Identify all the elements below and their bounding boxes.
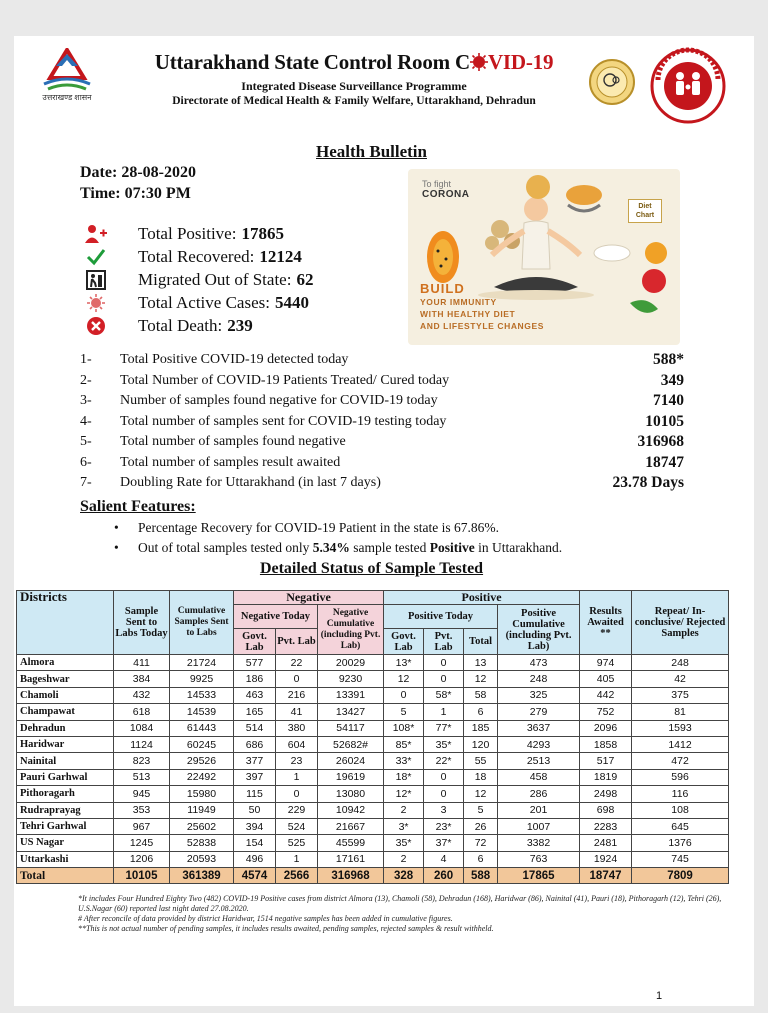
- table-cell: 377: [234, 753, 276, 769]
- table-cell: 0: [276, 786, 318, 802]
- table-cell: 52838: [170, 835, 234, 851]
- district-name-cell: Pithoragarh: [17, 786, 114, 802]
- district-name-cell: Dehradun: [17, 720, 114, 736]
- table-cell: 58: [464, 687, 498, 703]
- date-time: [80, 162, 196, 204]
- indicator-row: [80, 432, 684, 453]
- table-cell: 1593: [632, 720, 729, 736]
- stat-label: Total Recovered:: [138, 246, 255, 266]
- stat-label: Total Active Cases:: [138, 292, 270, 312]
- table-cell: 745: [632, 851, 729, 867]
- indicator-row: [80, 371, 684, 392]
- stat-value: 17865: [241, 223, 284, 243]
- table-cell: 577: [234, 655, 276, 671]
- bullet-part: in Uttarakhand.: [474, 540, 563, 555]
- footnotes: [78, 894, 728, 934]
- table-cell: 13*: [384, 655, 424, 671]
- indicator-text: Doubling Rate for Uttarakhand (in last 7 days): [120, 475, 381, 491]
- table-cell: 1: [276, 851, 318, 867]
- stat-value: 12124: [259, 246, 302, 266]
- indicator-text: Total Number of COVID-19 Patients Treated/ Cured today: [120, 372, 450, 388]
- table-cell: 1084: [114, 720, 170, 736]
- table-body: [17, 655, 729, 884]
- header-repeat-rejected: Repeat/ In-conclusive/ Rejected Samples: [632, 591, 729, 655]
- table-cell: 4: [424, 851, 464, 867]
- table-cell: 108: [632, 802, 729, 818]
- table-cell: 361389: [170, 868, 234, 884]
- table-cell: 2566: [276, 868, 318, 884]
- header-cumulative-sent: Cumulative Samples Sent to Labs: [170, 591, 234, 655]
- table-cell: 397: [234, 769, 276, 785]
- header-results-awaited: Results Awaited **: [580, 591, 632, 655]
- table-cell: 974: [580, 655, 632, 671]
- table-cell: 52682#: [318, 736, 384, 752]
- table-cell: 0: [384, 687, 424, 703]
- indicator-text: Total number of samples result awaited: [120, 454, 341, 470]
- table-cell: 0: [424, 769, 464, 785]
- stat-value: 239: [227, 315, 253, 335]
- table-cell: 35*: [384, 835, 424, 851]
- table-cell: 1007: [498, 818, 580, 834]
- table-cell: 115: [234, 786, 276, 802]
- table-cell: 229: [276, 802, 318, 818]
- table-cell: 248: [632, 655, 729, 671]
- stat-label: Total Positive:: [138, 223, 237, 243]
- table-cell: 405: [580, 671, 632, 687]
- table-cell: 116: [632, 786, 729, 802]
- table-cell: 58*: [424, 687, 464, 703]
- table-row: [17, 786, 729, 802]
- table-cell: 17161: [318, 851, 384, 867]
- table-cell: 61443: [170, 720, 234, 736]
- page-number: 1: [656, 990, 663, 1002]
- indicator-value: 18747: [645, 453, 684, 471]
- table-cell: 14533: [170, 687, 234, 703]
- gandhi-seal-icon: [588, 58, 636, 106]
- district-name-cell: Bageshwar: [17, 671, 114, 687]
- table-cell: 35*: [424, 736, 464, 752]
- district-name-cell: Champawat: [17, 704, 114, 720]
- table-cell: 2096: [580, 720, 632, 736]
- table-cell: 394: [234, 818, 276, 834]
- table-cell: 1819: [580, 769, 632, 785]
- table-cell: 3382: [498, 835, 580, 851]
- table-cell: 201: [498, 802, 580, 818]
- table-cell: 763: [498, 851, 580, 867]
- stat-value: 5440: [274, 292, 309, 312]
- indicator-text: Total Positive COVID-19 detected today: [120, 352, 349, 368]
- header-pos-total: Total: [464, 629, 498, 655]
- indicator-row: [80, 453, 684, 474]
- table-cell: 496: [234, 851, 276, 867]
- indicator-value: 7140: [653, 392, 684, 410]
- table-cell: 18747: [580, 868, 632, 884]
- footnote: *It includes Four Hundred Eighty Two (482) COVID-19 Positive cases from district Almora (13), Chamoli (58), Dehradun (168), Haridwar (86), Nainital (41), Pauri (18), Pithoragarh (12), Tehri (26), U.S.Nagar (60) reported last night dated 27.08.2020.: [78, 894, 722, 913]
- indicator-no: 4-: [80, 413, 92, 429]
- table-cell: 9230: [318, 671, 384, 687]
- header-districts: Districts: [17, 591, 114, 655]
- title-main: Uttarakhand State Control Room C: [154, 50, 470, 74]
- district-name-cell: Tehri Garhwal: [17, 818, 114, 834]
- table-cell: 645: [632, 818, 729, 834]
- table-cell: 9925: [170, 671, 234, 687]
- table-cell: 33*: [384, 753, 424, 769]
- table-cell: 13080: [318, 786, 384, 802]
- bullet-part: 5.34%: [312, 540, 350, 555]
- table-cell: 4574: [234, 868, 276, 884]
- table-cell: 514: [234, 720, 276, 736]
- table-cell: 463: [234, 687, 276, 703]
- table-title: Detailed Status of Sample Tested: [259, 560, 484, 577]
- table-cell: 2481: [580, 835, 632, 851]
- table-cell: 12: [464, 671, 498, 687]
- table-cell: 2: [384, 802, 424, 818]
- table-cell: 588: [464, 868, 498, 884]
- table-cell: 0: [276, 671, 318, 687]
- table-cell: 442: [580, 687, 632, 703]
- district-name-cell: US Nagar: [17, 835, 114, 851]
- table-cell: 1: [424, 704, 464, 720]
- table-cell: 81: [632, 704, 729, 720]
- indicator-value: 349: [660, 371, 684, 389]
- table-cell: 1376: [632, 835, 729, 851]
- indicator-row: [80, 391, 684, 412]
- table-cell: 473: [498, 655, 580, 671]
- table-cell: 22*: [424, 753, 464, 769]
- table-cell: 411: [114, 655, 170, 671]
- indicator-value: 23.78 Days: [612, 474, 684, 492]
- diet-chart-badge: Diet Chart: [628, 199, 662, 223]
- table-cell: 279: [498, 704, 580, 720]
- indicator-no: 5-: [80, 434, 92, 450]
- table-cell: 1858: [580, 736, 632, 752]
- header-positive: Positive: [384, 591, 580, 605]
- table-cell: 3637: [498, 720, 580, 736]
- indicator-no: 2-: [80, 372, 92, 388]
- table-cell: 54117: [318, 720, 384, 736]
- bullet-part: Out of total samples tested only: [138, 540, 313, 555]
- table-cell: 26: [464, 818, 498, 834]
- table-cell: 108*: [384, 720, 424, 736]
- table-cell: 85*: [384, 736, 424, 752]
- header: [114, 50, 594, 107]
- table-cell: 618: [114, 704, 170, 720]
- table-row: [17, 818, 729, 834]
- table-cell: 55: [464, 753, 498, 769]
- header-positive-cumulative: Positive Cumulative (including Pvt. Lab): [498, 605, 580, 655]
- indicator-no: 1-: [80, 352, 92, 368]
- header-neg-pvt: Pvt. Lab: [276, 629, 318, 655]
- table-cell: 945: [114, 786, 170, 802]
- header-pos-pvt: Pvt. Lab: [424, 629, 464, 655]
- table-cell: 10942: [318, 802, 384, 818]
- table-cell: 286: [498, 786, 580, 802]
- poster-line2: WITH HEALTHY DIET: [420, 309, 516, 319]
- indicator-value: 10105: [645, 412, 684, 430]
- table-cell: 458: [498, 769, 580, 785]
- table-cell: 596: [632, 769, 729, 785]
- table-cell: 45599: [318, 835, 384, 851]
- table-cell: 23: [276, 753, 318, 769]
- table-row: [17, 835, 729, 851]
- table-cell: 60245: [170, 736, 234, 752]
- table-cell: 248: [498, 671, 580, 687]
- table-cell: 50: [234, 802, 276, 818]
- header-positive-today: Positive Today: [384, 605, 498, 629]
- footnote: **This is not actual number of pending samples, it includes results awaited, pending samples, rejected samples & result withheld.: [78, 924, 494, 933]
- header-negative: Negative: [234, 591, 384, 605]
- table-row: [17, 655, 729, 671]
- table-cell: 752: [580, 704, 632, 720]
- table-cell: 22: [276, 655, 318, 671]
- person-plus-icon: [84, 224, 108, 244]
- virus-o-icon: [470, 53, 488, 71]
- bullet-item: [114, 538, 562, 558]
- table-row: [17, 736, 729, 752]
- table-cell: 604: [276, 736, 318, 752]
- poster-fight-text: [422, 179, 469, 200]
- table-cell: 15980: [170, 786, 234, 802]
- poster-line3: AND LIFESTYLE CHANGES: [420, 321, 545, 331]
- migrate-icon: [84, 270, 108, 290]
- indicator-list: [80, 350, 684, 494]
- table-cell: 77*: [424, 720, 464, 736]
- table-cell: 1245: [114, 835, 170, 851]
- subtitle-directorate: Directorate of Medical Health & Family Welfare, Uttarakhand, Dehradun: [172, 95, 536, 107]
- stat-label: Migrated Out of State:: [138, 269, 292, 289]
- state-emblem-icon: [34, 48, 100, 92]
- district-name-cell: Almora: [17, 655, 114, 671]
- table-cell: 3: [424, 802, 464, 818]
- stat-migrated: [84, 268, 313, 291]
- table-cell: 432: [114, 687, 170, 703]
- table-cell: 823: [114, 753, 170, 769]
- header-negative-today: Negative Today: [234, 605, 318, 629]
- table-cell: 120: [464, 736, 498, 752]
- indicator-row: [80, 412, 684, 433]
- district-name-cell: Chamoli: [17, 687, 114, 703]
- table-cell: 13391: [318, 687, 384, 703]
- footnote: # After reconcile of data provided by district Haridwar, 1514 negative samples has been added in cumulative figures.: [78, 914, 453, 923]
- virus-icon: [84, 293, 108, 313]
- total-row: [17, 868, 729, 884]
- table-row: [17, 753, 729, 769]
- table-cell: 23*: [424, 818, 464, 834]
- header-neg-govt: Govt. Lab: [234, 629, 276, 655]
- district-name-cell: Uttarkashi: [17, 851, 114, 867]
- stat-label: Total Death:: [138, 315, 223, 335]
- header-negative-cumulative: Negative Cumulative (including Pvt. Lab): [318, 605, 384, 655]
- poster-tagline: [420, 296, 544, 332]
- table-cell: 20029: [318, 655, 384, 671]
- indicator-no: 7-: [80, 475, 92, 491]
- table-cell: 5: [464, 802, 498, 818]
- table-row: [17, 851, 729, 867]
- salient-features-list: [114, 518, 562, 558]
- table-cell: 1412: [632, 736, 729, 752]
- logo-caption: उत्तराखण्ड शासन: [42, 93, 92, 102]
- district-name-cell: Nainital: [17, 753, 114, 769]
- table-cell: 698: [580, 802, 632, 818]
- district-name-cell: Haridwar: [17, 736, 114, 752]
- table-cell: 13: [464, 655, 498, 671]
- nhm-logo-icon: [648, 46, 728, 126]
- table-cell: 12: [464, 786, 498, 802]
- indicator-text: Total number of samples sent for COVID-19 testing today: [120, 413, 447, 429]
- table-cell: 1924: [580, 851, 632, 867]
- bulletin-title: Health Bulletin: [316, 142, 427, 161]
- time: Time: 07:30 PM: [80, 185, 191, 202]
- table-cell: 0: [424, 786, 464, 802]
- summary-stats: [84, 222, 313, 337]
- table-cell: 37*: [424, 835, 464, 851]
- table-cell: 17865: [498, 868, 580, 884]
- table-cell: 72: [464, 835, 498, 851]
- sample-status-table: [16, 590, 729, 884]
- salient-features-title: Salient Features:: [80, 498, 196, 515]
- table-cell: 29526: [170, 753, 234, 769]
- check-icon: [84, 247, 108, 267]
- page-title: [114, 50, 594, 75]
- table-cell: 517: [580, 753, 632, 769]
- table-row: [17, 671, 729, 687]
- table-cell: 1206: [114, 851, 170, 867]
- indicator-no: 3-: [80, 393, 92, 409]
- table-cell: 12*: [384, 786, 424, 802]
- indicator-row: [80, 473, 684, 494]
- header-sample-sent: Sample Sent to Labs Today: [114, 591, 170, 655]
- table-cell: 353: [114, 802, 170, 818]
- table-cell: 2498: [580, 786, 632, 802]
- table-row: [17, 720, 729, 736]
- table-cell: 7809: [632, 868, 729, 884]
- table-cell: 1: [276, 769, 318, 785]
- death-icon: [84, 316, 108, 336]
- table-cell: 328: [384, 868, 424, 884]
- table-cell: 18: [464, 769, 498, 785]
- poster-line1: YOUR IMMUNITY: [420, 297, 497, 307]
- stat-total-death: [84, 314, 313, 337]
- bullet-dot-icon: •: [114, 520, 119, 535]
- table-cell: 21724: [170, 655, 234, 671]
- table-cell: 472: [632, 753, 729, 769]
- stat-total-positive: [84, 222, 313, 245]
- poster-to-fight: To fight: [422, 179, 452, 189]
- table-cell: 2513: [498, 753, 580, 769]
- table-cell: 25602: [170, 818, 234, 834]
- table-cell: 686: [234, 736, 276, 752]
- bullet-part: sample tested: [349, 540, 430, 555]
- table-row: [17, 704, 729, 720]
- title-covid: VID-19: [487, 50, 554, 74]
- stat-total-recovered: [84, 245, 313, 268]
- header-pos-govt: Govt. Lab: [384, 629, 424, 655]
- table-cell: 26024: [318, 753, 384, 769]
- indicator-text: Number of samples found negative for COVID-19 today: [120, 393, 438, 409]
- table-cell: 2283: [580, 818, 632, 834]
- table-cell: 4293: [498, 736, 580, 752]
- table-cell: 185: [464, 720, 498, 736]
- poster-build: BUILD: [420, 281, 465, 296]
- table-cell: 5: [384, 704, 424, 720]
- district-name-cell: Pauri Garhwal: [17, 769, 114, 785]
- table-cell: 0: [424, 671, 464, 687]
- stat-value: 62: [296, 269, 314, 289]
- table-cell: 12: [384, 671, 424, 687]
- table-cell: 260: [424, 868, 464, 884]
- table-row: [17, 687, 729, 703]
- table-cell: 384: [114, 671, 170, 687]
- table-cell: 513: [114, 769, 170, 785]
- indicator-text: Total number of samples found negative: [120, 434, 346, 450]
- district-name-cell: Rudraprayag: [17, 802, 114, 818]
- table-cell: 316968: [318, 868, 384, 884]
- table-cell: 18*: [384, 769, 424, 785]
- table-cell: 6: [464, 851, 498, 867]
- table-cell: 525: [276, 835, 318, 851]
- indicator-row: [80, 350, 684, 371]
- table-cell: 1124: [114, 736, 170, 752]
- indicator-no: 6-: [80, 454, 92, 470]
- table-cell: 524: [276, 818, 318, 834]
- table-cell: 0: [424, 655, 464, 671]
- table-cell: 375: [632, 687, 729, 703]
- indicator-value: 316968: [637, 433, 684, 451]
- table-cell: 22492: [170, 769, 234, 785]
- bulletin-page: [14, 36, 754, 1006]
- table-cell: 216: [276, 687, 318, 703]
- stat-active-cases: [84, 291, 313, 314]
- table-cell: 10105: [114, 868, 170, 884]
- immunity-poster: [408, 169, 680, 345]
- bullet-part: Positive: [429, 540, 475, 555]
- table-row: [17, 769, 729, 785]
- bullet-text: Percentage Recovery for COVID-19 Patient in the state is 67.86%.: [138, 520, 500, 535]
- table-cell: 967: [114, 818, 170, 834]
- bullet-item: [114, 518, 562, 538]
- subtitle-programme: Integrated Disease Surveillance Programme: [241, 79, 467, 93]
- table-cell: 154: [234, 835, 276, 851]
- table-row: [17, 802, 729, 818]
- table-cell: 11949: [170, 802, 234, 818]
- table-cell: 3*: [384, 818, 424, 834]
- table-cell: 380: [276, 720, 318, 736]
- table-cell: 13427: [318, 704, 384, 720]
- table-cell: 21667: [318, 818, 384, 834]
- table-cell: 165: [234, 704, 276, 720]
- district-name-cell: Total: [17, 868, 114, 884]
- poster-corona: CORONA: [422, 189, 470, 200]
- table-cell: 42: [632, 671, 729, 687]
- table-cell: 6: [464, 704, 498, 720]
- uttarakhand-logo: [34, 48, 100, 110]
- date: Date: 28-08-2020: [80, 164, 196, 181]
- table-cell: 20593: [170, 851, 234, 867]
- table-cell: 19619: [318, 769, 384, 785]
- table-cell: 2: [384, 851, 424, 867]
- table-cell: 325: [498, 687, 580, 703]
- table-cell: 186: [234, 671, 276, 687]
- indicator-value: 588*: [653, 351, 684, 369]
- table-cell: 41: [276, 704, 318, 720]
- bullet-text: [138, 538, 562, 558]
- table-cell: 14539: [170, 704, 234, 720]
- bullet-dot-icon: •: [114, 540, 119, 555]
